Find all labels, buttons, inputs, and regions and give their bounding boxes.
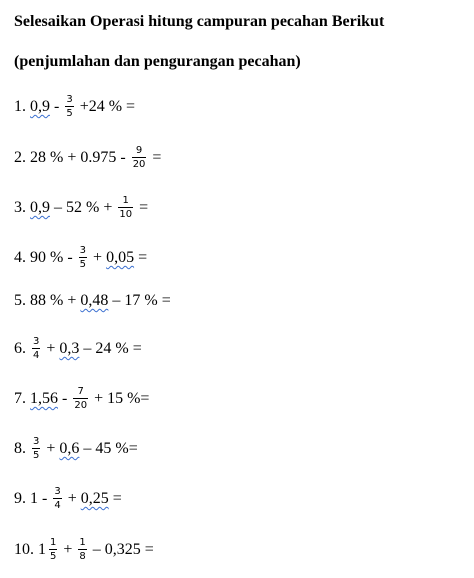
problem-text: + bbox=[59, 541, 77, 559]
fraction-denominator: 10 bbox=[119, 209, 133, 220]
fraction-numerator: 1 bbox=[118, 195, 133, 208]
fraction-numerator: 3 bbox=[33, 336, 40, 347]
problem-9 bbox=[14, 487, 122, 512]
fraction-numerator: 1 bbox=[79, 537, 86, 548]
fraction bbox=[118, 195, 133, 220]
fraction bbox=[78, 537, 86, 562]
problem-text: - bbox=[58, 390, 72, 408]
fraction-numerator: 3 bbox=[33, 436, 40, 447]
heading-title bbox=[14, 12, 384, 32]
problem-text: 10. 1 bbox=[14, 541, 46, 559]
problem-text: = bbox=[148, 149, 162, 167]
fraction-numerator: 3 bbox=[79, 245, 87, 256]
fraction-numerator: 7 bbox=[73, 386, 88, 399]
problem-text: – 0,325 = bbox=[88, 541, 154, 559]
fraction bbox=[132, 145, 147, 170]
problem-decimal: 0,48 bbox=[80, 292, 109, 309]
problem-text: – 17 % = bbox=[108, 292, 171, 309]
problem-text: + bbox=[63, 490, 81, 508]
fraction bbox=[65, 94, 73, 119]
problem-text: = bbox=[135, 199, 149, 217]
problem-1 bbox=[14, 95, 135, 120]
problem-decimal: 0,9 bbox=[30, 98, 50, 116]
problem-decimal: 0,9 bbox=[30, 199, 50, 217]
problem-text: + bbox=[42, 340, 60, 358]
problem-text: - bbox=[50, 98, 64, 116]
fraction-denominator: 4 bbox=[54, 500, 61, 511]
heading-title-text: Selesaikan Operasi hitung campuran pecahan Berikut bbox=[14, 13, 385, 30]
problem-text: = bbox=[134, 249, 148, 267]
problem-text: +24 % = bbox=[75, 98, 136, 116]
heading-subtitle-text: (penjumlahan dan pengurangan pecahan) bbox=[14, 53, 301, 70]
problem-decimal: 0,6 bbox=[59, 440, 80, 458]
fraction bbox=[32, 336, 40, 361]
problem-text: 8. bbox=[14, 440, 30, 458]
problem-7 bbox=[14, 387, 149, 412]
fraction-denominator: 5 bbox=[33, 450, 40, 461]
fraction-numerator: 3 bbox=[66, 94, 73, 105]
problem-decimal: 1,56 bbox=[30, 390, 58, 408]
fraction-denominator: 4 bbox=[33, 350, 40, 361]
problem-text: 5. 88 % + bbox=[14, 292, 81, 309]
fraction-denominator: 20 bbox=[74, 400, 88, 411]
problem-3 bbox=[14, 196, 148, 221]
problem-10 bbox=[14, 538, 154, 563]
problem-text: – 24 % = bbox=[79, 340, 142, 358]
fraction-denominator: 8 bbox=[79, 551, 86, 562]
problem-text: + bbox=[42, 440, 60, 458]
problem-decimal: 0,3 bbox=[59, 340, 80, 358]
problem-text: 2. 28 % + 0.975 - bbox=[14, 149, 130, 167]
problem-text: = bbox=[108, 490, 122, 508]
problem-text: – 52 % + bbox=[50, 199, 117, 217]
fraction-numerator: 1 bbox=[50, 537, 57, 548]
problem-text: 3. bbox=[14, 199, 30, 217]
fraction bbox=[73, 386, 88, 411]
problem-5 bbox=[14, 291, 171, 311]
fraction-numerator: 3 bbox=[54, 486, 61, 497]
fraction-denominator: 5 bbox=[50, 551, 57, 562]
heading-subtitle bbox=[14, 52, 301, 72]
fraction bbox=[53, 486, 61, 511]
problem-2 bbox=[14, 146, 161, 171]
problem-decimal: 0,05 bbox=[106, 249, 135, 267]
fraction bbox=[79, 245, 87, 270]
fraction-denominator: 5 bbox=[66, 108, 73, 119]
problem-text: 1. bbox=[14, 98, 30, 116]
problem-text: 4. 90 % - bbox=[14, 249, 77, 267]
fraction-denominator: 20 bbox=[132, 159, 146, 170]
problem-text: 9. 1 - bbox=[14, 490, 52, 508]
problem-6 bbox=[14, 337, 142, 362]
problem-text: + 15 %= bbox=[90, 390, 150, 408]
fraction bbox=[49, 537, 57, 562]
problem-text: – 45 %= bbox=[79, 440, 138, 458]
problem-4 bbox=[14, 246, 147, 271]
problem-8 bbox=[14, 437, 138, 462]
fraction bbox=[32, 436, 40, 461]
problem-text: 7. bbox=[14, 390, 30, 408]
problem-text: 6. bbox=[14, 340, 30, 358]
problem-decimal: 0,25 bbox=[80, 490, 109, 508]
fraction-denominator: 5 bbox=[79, 259, 87, 270]
problem-text: + bbox=[89, 249, 107, 267]
fraction-numerator: 9 bbox=[132, 145, 147, 158]
